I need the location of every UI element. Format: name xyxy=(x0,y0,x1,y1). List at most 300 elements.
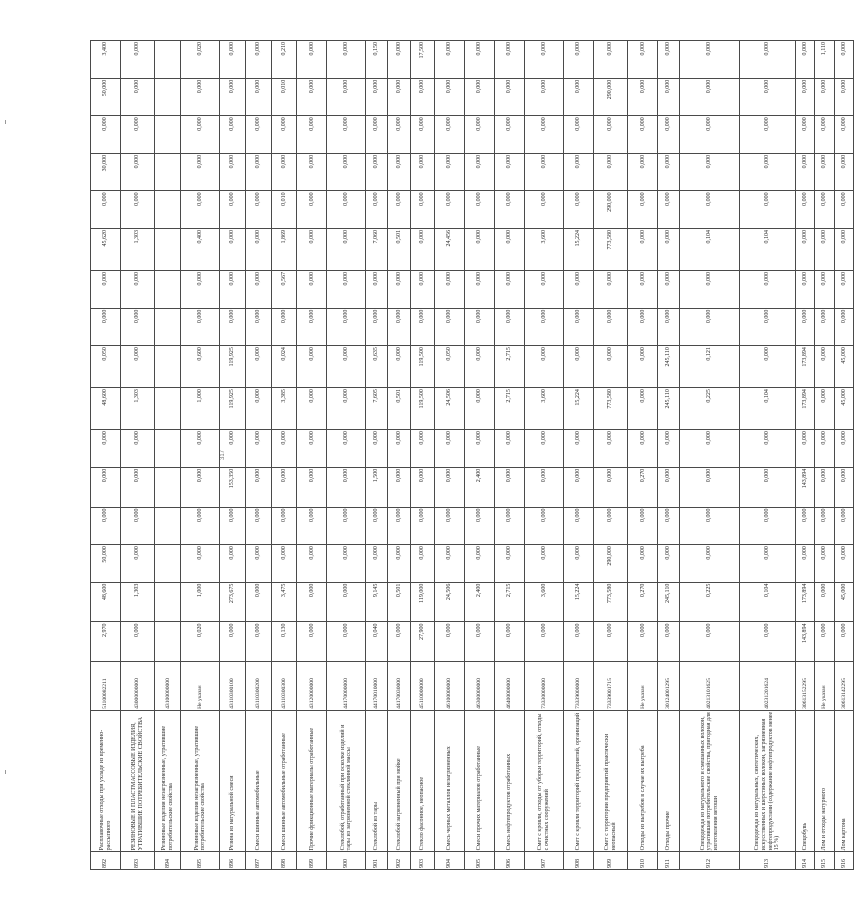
value-cell: 0,000 xyxy=(181,153,220,191)
row-number: 916 xyxy=(834,852,853,870)
value-cell: 0,000 xyxy=(91,467,121,507)
value-cell: 0,000 xyxy=(297,582,327,622)
value-cell: 0,000 xyxy=(593,153,627,191)
table-row xyxy=(563,41,593,870)
value-cell: 0,000 xyxy=(834,430,853,468)
value-cell: 0,000 xyxy=(563,507,593,545)
value-cell: 17,500 xyxy=(411,41,435,79)
value-cell: 0,635 xyxy=(366,346,388,388)
value-cell: 0,000 xyxy=(245,430,271,468)
value-cell: 0,000 xyxy=(465,346,495,388)
value-cell: 0,000 xyxy=(679,153,739,191)
value-cell: 0,000 xyxy=(327,622,366,662)
value-cell: 0,000 xyxy=(297,430,327,468)
value-cell: 0,000 xyxy=(387,430,411,468)
waste-code: 46100000000 xyxy=(434,662,464,711)
value-cell: 0,000 xyxy=(834,116,853,154)
table-row xyxy=(271,41,297,870)
value-cell: 0,000 xyxy=(219,308,245,346)
waste-name: Смет с территории предприятий практически неопасный xyxy=(593,710,627,851)
value-cell: 0,040 xyxy=(366,622,388,662)
row-number: 911 xyxy=(658,852,680,870)
value-cell: 0,000 xyxy=(411,467,435,507)
value-cell: 0,000 xyxy=(387,116,411,154)
value-cell: 1,000 xyxy=(181,388,220,430)
value-cell: 0,000 xyxy=(387,507,411,545)
value-cell: 119,925 xyxy=(219,346,245,388)
value-cell: 0,000 xyxy=(593,430,627,468)
value-cell: 0,000 xyxy=(563,467,593,507)
value-cell: 0,000 xyxy=(366,507,388,545)
value-cell: 0,000 xyxy=(245,545,271,583)
value-cell: 15,224 xyxy=(563,582,593,622)
value-cell: 0,000 xyxy=(297,229,327,271)
value-cell: 0,000 xyxy=(679,507,739,545)
value-cell: 0,000 xyxy=(563,78,593,116)
value-cell: 0,000 xyxy=(411,191,435,229)
waste-code: 30124001295 xyxy=(658,662,680,711)
value-cell: 153,350 xyxy=(219,467,245,507)
table-row xyxy=(297,41,327,870)
value-cell: 0,000 xyxy=(327,191,366,229)
row-number: 897 xyxy=(245,852,271,870)
value-cell: 7,605 xyxy=(366,388,388,430)
value-cell: 0,000 xyxy=(525,308,564,346)
value-cell: 0,000 xyxy=(525,545,564,583)
waste-name: Расплавочные отходы при ухладе из временно-рассыпного xyxy=(91,710,121,851)
value-cell: 1,303 xyxy=(121,582,155,622)
waste-name: Смеси шинные автомобильные xyxy=(245,710,271,851)
rotated-table-area xyxy=(90,40,847,870)
table-row xyxy=(525,41,564,870)
row-number: 893 xyxy=(121,852,155,870)
waste-name: Спецобувь xyxy=(796,710,815,851)
waste-code: 43110300200 xyxy=(245,662,271,711)
value-cell: 0,000 xyxy=(411,229,435,271)
value-cell: 0,000 xyxy=(297,116,327,154)
table-row xyxy=(495,41,525,870)
value-cell: 0,000 xyxy=(658,507,680,545)
table-row xyxy=(181,41,220,870)
value-cell: 0,121 xyxy=(679,346,739,388)
value-cell: 0,000 xyxy=(815,346,834,388)
value-cell: 0,000 xyxy=(411,545,435,583)
value-cell: 0,501 xyxy=(387,582,411,622)
waste-name: Резиновые изделия незагрязненные, утратившие потребительские свойства xyxy=(155,710,181,851)
value-cell: 0,000 xyxy=(366,271,388,309)
value-cell: 0,000 xyxy=(434,622,464,662)
value-cell: 0,000 xyxy=(815,507,834,545)
value-cell: 0,000 xyxy=(245,191,271,229)
value-cell: 0,000 xyxy=(740,545,796,583)
value-cell xyxy=(155,271,181,309)
value-cell: 3,600 xyxy=(525,582,564,622)
value-cell: 0,000 xyxy=(245,308,271,346)
value-cell: 0,000 xyxy=(495,507,525,545)
waste-name: Стеклобой из тары xyxy=(366,710,388,851)
value-cell: 0,000 xyxy=(465,229,495,271)
value-cell: 0,000 xyxy=(658,229,680,271)
value-cell: 0,000 xyxy=(628,388,658,430)
value-cell: 0,000 xyxy=(593,346,627,388)
value-cell: 0,000 xyxy=(834,191,853,229)
scan-mark xyxy=(5,770,6,774)
value-cell: 0,000 xyxy=(593,116,627,154)
waste-code: 44170010000 xyxy=(366,662,388,711)
value-cell: 0,000 xyxy=(387,78,411,116)
value-cell: 3,475 xyxy=(271,582,297,622)
value-cell: 0,000 xyxy=(121,308,155,346)
value-cell: 0,225 xyxy=(679,582,739,622)
table-row xyxy=(219,41,245,870)
value-cell xyxy=(155,622,181,662)
value-cell: 173,894 xyxy=(796,346,815,388)
value-cell: 0,000 xyxy=(121,116,155,154)
value-cell: 0,000 xyxy=(834,545,853,583)
value-cell: 0,000 xyxy=(219,271,245,309)
value-cell: 0,000 xyxy=(411,430,435,468)
value-cell: 0,000 xyxy=(387,191,411,229)
table-row xyxy=(327,41,366,870)
value-cell: 0,000 xyxy=(297,545,327,583)
value-cell: 0,270 xyxy=(628,467,658,507)
value-cell: 15,224 xyxy=(563,388,593,430)
value-cell: 0,020 xyxy=(181,622,220,662)
waste-name: Лом и отходы натурного xyxy=(815,710,834,851)
value-cell: 0,000 xyxy=(245,467,271,507)
value-cell: 0,010 xyxy=(271,78,297,116)
value-cell: 0,000 xyxy=(366,78,388,116)
value-cell: 0,000 xyxy=(658,308,680,346)
waste-name: Отходы из выгребов в случае их выгреба xyxy=(628,710,658,851)
value-cell: 0,270 xyxy=(628,582,658,622)
row-number: 907 xyxy=(525,852,564,870)
value-cell: 24,506 xyxy=(434,388,464,430)
value-cell: 0,000 xyxy=(271,153,297,191)
value-cell: 3,600 xyxy=(525,388,564,430)
value-cell: 0,000 xyxy=(271,545,297,583)
value-cell xyxy=(155,467,181,507)
waste-name: Смесь нефтепродуктов отработанных xyxy=(495,710,525,851)
row-number: 905 xyxy=(465,852,495,870)
value-cell: 0,000 xyxy=(740,430,796,468)
value-cell: 0,000 xyxy=(658,622,680,662)
value-cell: 0,000 xyxy=(495,271,525,309)
value-cell: 0,000 xyxy=(796,430,815,468)
value-cell xyxy=(155,388,181,430)
value-cell: 0,000 xyxy=(327,271,366,309)
waste-name: Отходы прочие xyxy=(658,710,680,851)
value-cell: 0,000 xyxy=(815,229,834,271)
waste-code: 46400000000 xyxy=(495,662,525,711)
value-cell: 0,000 xyxy=(245,271,271,309)
value-cell: 0,000 xyxy=(434,507,464,545)
value-cell: 0,010 xyxy=(271,191,297,229)
value-cell: 0,000 xyxy=(815,78,834,116)
row-number: 895 xyxy=(181,852,220,870)
value-cell: 0,000 xyxy=(658,545,680,583)
value-cell: 0,000 xyxy=(740,622,796,662)
value-cell: 0,000 xyxy=(327,582,366,622)
value-cell: 0,000 xyxy=(679,467,739,507)
waste-code: 46300000000 xyxy=(465,662,495,711)
value-cell: 0,000 xyxy=(411,507,435,545)
value-cell: 0,000 xyxy=(796,271,815,309)
value-cell: 0,000 xyxy=(495,622,525,662)
value-cell: 0,000 xyxy=(796,229,815,271)
value-cell: 0,000 xyxy=(434,116,464,154)
value-cell: 0,000 xyxy=(434,271,464,309)
row-number: 913 xyxy=(740,852,796,870)
value-cell: 24,506 xyxy=(434,582,464,622)
table-row xyxy=(796,41,815,870)
value-cell: 0,000 xyxy=(181,308,220,346)
value-cell: 45,000 xyxy=(834,346,853,388)
value-cell: 48,600 xyxy=(91,582,121,622)
value-cell: 0,000 xyxy=(815,308,834,346)
value-cell: 0,000 xyxy=(628,191,658,229)
value-cell xyxy=(155,116,181,154)
value-cell: 0,000 xyxy=(387,467,411,507)
value-cell: 0,000 xyxy=(181,467,220,507)
value-cell: 0,000 xyxy=(740,346,796,388)
value-cell: 2,400 xyxy=(465,467,495,507)
value-cell: 0,000 xyxy=(366,308,388,346)
value-cell: 0,000 xyxy=(327,78,366,116)
value-cell: 143,894 xyxy=(796,622,815,662)
value-cell: 0,000 xyxy=(834,153,853,191)
table-row xyxy=(834,41,853,870)
value-cell: 2,400 xyxy=(465,582,495,622)
value-cell xyxy=(155,78,181,116)
value-cell: 0,000 xyxy=(434,191,464,229)
value-cell: 50,000 xyxy=(91,545,121,583)
value-cell: 0,000 xyxy=(740,116,796,154)
value-cell: 290,000 xyxy=(593,191,627,229)
value-cell: 0,000 xyxy=(327,229,366,271)
value-cell: 0,000 xyxy=(219,430,245,468)
value-cell: 0,104 xyxy=(740,388,796,430)
value-cell: 0,000 xyxy=(593,41,627,79)
waste-code: 44170030000 xyxy=(387,662,411,711)
value-cell: 0,000 xyxy=(327,153,366,191)
value-cell: 0,000 xyxy=(297,346,327,388)
value-cell: 0,000 xyxy=(834,229,853,271)
table-row xyxy=(411,41,435,870)
value-cell: 0,000 xyxy=(628,271,658,309)
value-cell: 30,000 xyxy=(91,153,121,191)
value-cell: 0,210 xyxy=(271,41,297,79)
waste-name: Резиновые изделия незагрязненные, утратившие потребительские свойства xyxy=(181,710,220,851)
value-cell: 0,000 xyxy=(387,545,411,583)
value-cell: 0,000 xyxy=(628,153,658,191)
value-cell: 0,000 xyxy=(593,308,627,346)
value-cell: 245,110 xyxy=(658,346,680,388)
value-cell: 0,000 xyxy=(525,346,564,388)
value-cell: 0,000 xyxy=(563,545,593,583)
waste-code: 40231201624 xyxy=(740,662,796,711)
value-cell: 0,000 xyxy=(366,153,388,191)
value-cell: 0,000 xyxy=(593,622,627,662)
value-cell: 0,000 xyxy=(219,622,245,662)
value-cell: 0,000 xyxy=(815,388,834,430)
waste-code: Не указан xyxy=(181,662,220,711)
value-cell: 0,000 xyxy=(525,41,564,79)
value-cell: 119,925 xyxy=(219,388,245,430)
value-cell: 0,000 xyxy=(834,78,853,116)
table-row xyxy=(658,41,680,870)
value-cell: 0,000 xyxy=(658,153,680,191)
value-cell: 773,580 xyxy=(593,229,627,271)
value-cell: 0,000 xyxy=(679,622,739,662)
value-cell: 0,000 xyxy=(271,116,297,154)
row-number: 915 xyxy=(815,852,834,870)
value-cell: 0,000 xyxy=(796,78,815,116)
value-cell: 0,000 xyxy=(495,153,525,191)
value-cell: 0,000 xyxy=(834,467,853,507)
value-cell: 0,000 xyxy=(563,41,593,79)
value-cell: 0,000 xyxy=(327,41,366,79)
value-cell: 0,000 xyxy=(121,78,155,116)
value-cell: 0,000 xyxy=(411,308,435,346)
value-cell: 0,000 xyxy=(563,430,593,468)
value-cell xyxy=(155,191,181,229)
value-cell: 0,000 xyxy=(465,116,495,154)
value-cell: 0,000 xyxy=(387,308,411,346)
value-cell: 0,000 xyxy=(327,507,366,545)
value-cell: 0,000 xyxy=(91,271,121,309)
value-cell: 0,000 xyxy=(181,507,220,545)
value-cell: 0,000 xyxy=(465,153,495,191)
value-cell: 0,000 xyxy=(740,78,796,116)
value-cell: 0,000 xyxy=(525,78,564,116)
value-cell: 0,000 xyxy=(465,41,495,79)
value-cell: 0,000 xyxy=(297,41,327,79)
value-cell: 9,145 xyxy=(366,582,388,622)
row-number: 903 xyxy=(411,852,435,870)
value-cell: 0,000 xyxy=(740,507,796,545)
value-cell: 2,715 xyxy=(495,388,525,430)
value-cell: 0,000 xyxy=(495,467,525,507)
value-cell: 0,000 xyxy=(121,41,155,79)
value-cell xyxy=(155,153,181,191)
value-cell: 0,000 xyxy=(495,308,525,346)
value-cell: 0,000 xyxy=(411,153,435,191)
table-row xyxy=(91,41,121,870)
value-cell: 0,000 xyxy=(658,191,680,229)
waste-name: Смет с кровли территорий предприятий, организаций xyxy=(563,710,593,851)
value-cell: 0,000 xyxy=(740,467,796,507)
waste-code: 45110000000 xyxy=(411,662,435,711)
value-cell: 3,400 xyxy=(91,41,121,79)
value-cell: 1,110 xyxy=(815,41,834,79)
waste-code: 51100082211 xyxy=(91,662,121,711)
value-cell: 0,000 xyxy=(658,430,680,468)
value-cell: 0,000 xyxy=(121,507,155,545)
value-cell: 0,000 xyxy=(796,41,815,79)
value-cell: 0,000 xyxy=(297,308,327,346)
value-cell: 7,060 xyxy=(366,229,388,271)
value-cell: 773,580 xyxy=(593,388,627,430)
value-cell: 0,000 xyxy=(465,430,495,468)
value-cell: 0,000 xyxy=(411,78,435,116)
row-number: 896 xyxy=(219,852,245,870)
value-cell: 0,150 xyxy=(366,41,388,79)
row-number: 912 xyxy=(679,852,739,870)
value-cell xyxy=(155,308,181,346)
value-cell: 0,000 xyxy=(495,229,525,271)
value-cell: 0,000 xyxy=(525,467,564,507)
value-cell: 0,000 xyxy=(219,507,245,545)
waste-code: 30613142295 xyxy=(834,662,853,711)
value-cell: 1,303 xyxy=(121,388,155,430)
value-cell: 0,000 xyxy=(219,78,245,116)
value-cell: 2,715 xyxy=(495,346,525,388)
table-row xyxy=(155,41,181,870)
value-cell: 0,000 xyxy=(327,545,366,583)
value-cell: 15,224 xyxy=(563,229,593,271)
row-number: 902 xyxy=(387,852,411,870)
waste-table xyxy=(90,40,854,870)
value-cell: 0,000 xyxy=(834,41,853,79)
value-cell: 0,000 xyxy=(327,430,366,468)
value-cell: 0,000 xyxy=(91,116,121,154)
value-cell: 0,000 xyxy=(245,229,271,271)
value-cell xyxy=(155,582,181,622)
table-row xyxy=(740,41,796,870)
value-cell: 3,600 xyxy=(525,229,564,271)
value-cell: 0,000 xyxy=(495,191,525,229)
value-cell: 0,000 xyxy=(525,153,564,191)
value-cell: 0,000 xyxy=(245,153,271,191)
value-cell: 0,000 xyxy=(495,545,525,583)
value-cell: 245,110 xyxy=(658,582,680,622)
value-cell: 0,000 xyxy=(658,41,680,79)
value-cell: 0,000 xyxy=(245,78,271,116)
value-cell: 0,000 xyxy=(740,153,796,191)
value-cell: 0,000 xyxy=(563,271,593,309)
value-cell: 1,000 xyxy=(181,582,220,622)
value-cell: 0,000 xyxy=(271,467,297,507)
value-cell: 0,130 xyxy=(271,622,297,662)
row-number: 906 xyxy=(495,852,525,870)
row-number: 900 xyxy=(327,852,366,870)
value-cell: 173,894 xyxy=(796,388,815,430)
value-cell: 0,000 xyxy=(411,116,435,154)
value-cell: 0,000 xyxy=(834,308,853,346)
value-cell: 0,600 xyxy=(181,346,220,388)
value-cell: 0,000 xyxy=(628,78,658,116)
value-cell: 0,000 xyxy=(327,308,366,346)
row-number: 909 xyxy=(593,852,627,870)
value-cell: 0,000 xyxy=(297,191,327,229)
value-cell: 48,600 xyxy=(91,388,121,430)
value-cell: 143,894 xyxy=(796,467,815,507)
row-number: 908 xyxy=(563,852,593,870)
value-cell: 119,000 xyxy=(411,582,435,622)
value-cell: 0,000 xyxy=(91,191,121,229)
table-body xyxy=(91,41,854,870)
value-cell: 0,000 xyxy=(434,545,464,583)
waste-name: Спецодежда из натурального и смешанных волокон, утратившая потребительские свойства, пригодная для изготовления ветоши xyxy=(679,710,739,851)
value-cell: 0,000 xyxy=(815,271,834,309)
value-cell: 0,000 xyxy=(297,78,327,116)
value-cell: 0,000 xyxy=(593,507,627,545)
value-cell: 0,050 xyxy=(434,346,464,388)
value-cell: 0,000 xyxy=(434,467,464,507)
waste-code: Не указан xyxy=(815,662,834,711)
value-cell: 0,000 xyxy=(628,308,658,346)
